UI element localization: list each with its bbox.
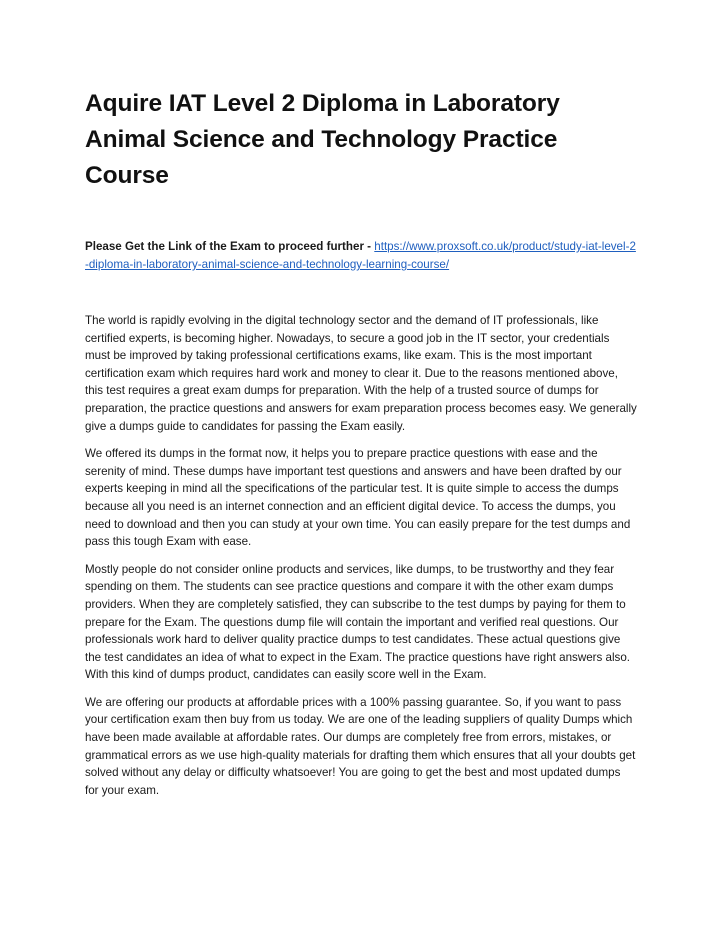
exam-link-paragraph [85, 238, 637, 274]
body-paragraph: We are offering our products at affordable prices with a 100% passing guarantee. So, if you want to pass your certification exam then buy from us today. We are one of the leading suppliers of quality Dumps which have been made available at affordable rates. Our dumps are completely free from errors, mistakes, or grammatical errors as we use high-quality materials for drafting them which ensures that all your doubts get solved without any delay or difficulty whatsoever! You are going to get the best and most updated dumps for your exam. [85, 695, 636, 797]
exam-link-lead: Please Get the Link of the Exam to proceed further - [85, 240, 372, 253]
body-paragraph: We offered its dumps in the format now, it helps you to prepare practice questions with ease and the serenity of mind. These dumps have important test questions and answers and have been drafted by our experts keeping in mind all the specifications of the particular test. It is quite simple to access the dumps because all you need is an internet connection and an efficient digital device. To access the dumps, you need to download and then you can study at your own time. You can easily prepare for the test dumps and pass this tough Exam with ease. [85, 447, 631, 549]
exam-link[interactable]: https://www.proxsoft.co.uk/product/study-iat-level-2-diploma-in-laboratory-animal-science-and-technology-learning-course/ [85, 240, 636, 271]
body-paragraph: Mostly people do not consider online products and services, like dumps, to be trustworthy and they fear spending on them. The students can see practice questions and compare it with the other exam dumps providers. When they are completely satisfied, they can subscribe to the test dumps by paying for them to prepare for the Exam. The questions dump file will contain the important and verified real questions. Our professionals work hard to deliver quality practice dumps to test candidates. These actual questions give the test candidates an idea of what to expect in the Exam. The practice questions have right answers also. With this kind of dumps product, candidates can easily score well in the Exam. [85, 562, 631, 682]
document-page [85, 86, 637, 809]
body-text [85, 312, 637, 799]
page-title: Aquire IAT Level 2 Diploma in Laboratory Animal Science and Technology Practice Course [85, 90, 560, 189]
body-paragraph: The world is rapidly evolving in the digital technology sector and the demand of IT professionals, like certified experts, is becoming higher. Nowadays, to secure a good job in the IT sector, your credentials must be improved by taking professional certifications exams, like exam. This is the most important certification exam which requires hard work and money to clear it. Due to the reasons mentioned above, this test requires a great exam dumps for preparation. With the help of a trusted source of dumps for preparation, the practice questions and answers for exam preparation process becomes easy. We generally give a dumps guide to candidates for passing the Exam easily. [85, 314, 637, 433]
